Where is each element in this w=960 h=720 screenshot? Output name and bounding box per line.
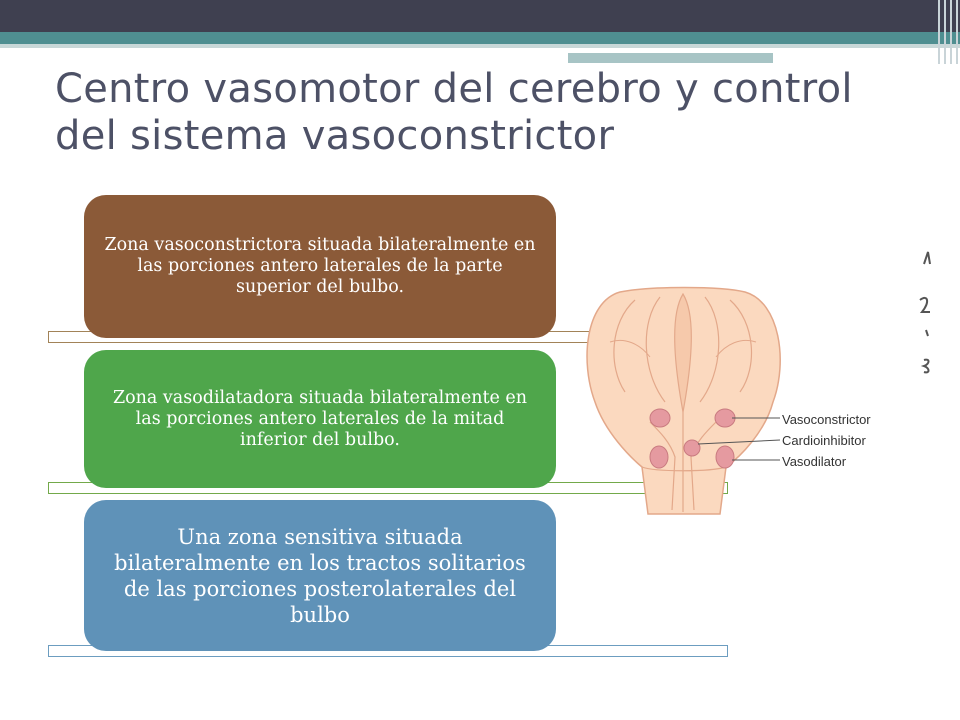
vasoconstrictor-zone-block [84, 195, 556, 338]
brainstem-diagram [580, 282, 900, 522]
vasodilator-label: Vasodilator [782, 454, 847, 469]
vasoconstrictor-nucleus-left [650, 409, 670, 427]
top-accent-segment [568, 53, 773, 63]
sensory-zone-text: Una zona sensitiva situada bilateralmente en los tractos solitarios de las porciones posterolaterales del bulbo [114, 524, 526, 627]
cropped-edge-marks [918, 240, 960, 380]
vasoconstrictor-zone-text: Zona vasoconstrictora situada bilateralmente en las porciones antero laterales de la parte superior del bulbo. [104, 235, 536, 297]
vasodilator-zone-text: Zona vasodilatadora situada bilateralmente en las porciones antero laterales de la mitad inferior del bulbo. [112, 387, 528, 450]
corner-decoration [934, 0, 960, 64]
sensory-zone-block [84, 500, 556, 651]
vasodilator-nucleus-right [716, 446, 734, 468]
cardioinhibitor-nucleus [684, 440, 700, 456]
top-teal-bar [0, 32, 960, 44]
cardioinhibitor-label: Cardioinhibitor [782, 433, 866, 448]
slide-title: Centro vasomotor del cerebro y control del sistema vasoconstrictor [55, 66, 853, 159]
vasoconstrictor-label: Vasoconstrictor [782, 412, 871, 427]
vasodilator-nucleus-left [650, 446, 668, 468]
vasodilator-zone-block [84, 350, 556, 488]
top-dark-bar [0, 0, 960, 32]
